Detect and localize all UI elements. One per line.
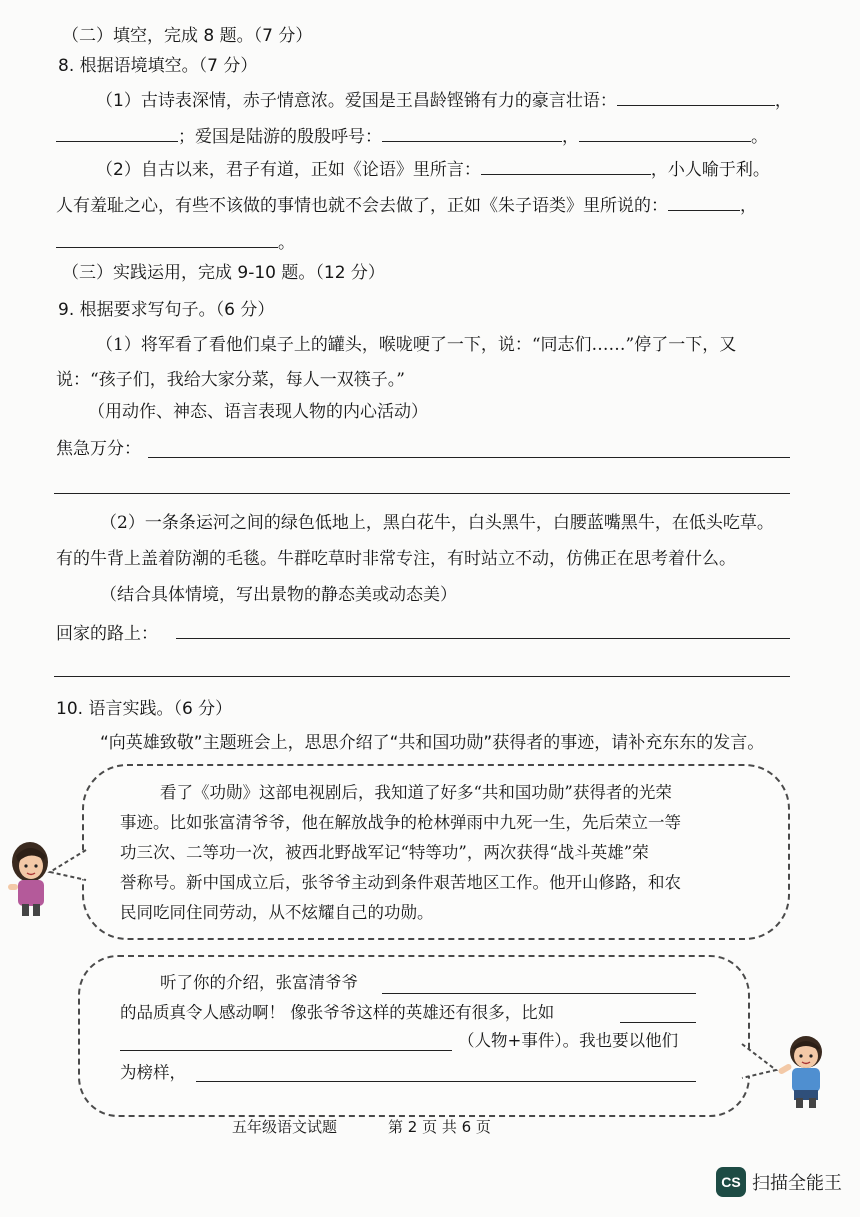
q10-intro: “向英雄致敬”主题班会上，思思介绍了“共和国功勋”获得者的事迹，请补充东东的发言。 [100, 733, 765, 753]
bubble1-line: 民同吃同住同劳动，从不炫耀自己的功勋。 [120, 903, 434, 922]
q9-1-text-a: （1）将军看了看他们桌子上的罐头，喉咙哽了一下，说：“同志们……”停了一下，又 [96, 335, 737, 355]
bubble2-text: 为榜样， [120, 1063, 186, 1082]
bubble1-line: 功三次、二等功一次，被西北野战军记“特等功”，两次获得“战斗英雄”荣 [120, 843, 649, 862]
q9-2-requirement: （结合具体情境，写出景物的静态美或动态美） [100, 585, 457, 605]
speech-bubble-tail [738, 1040, 780, 1084]
answer-line[interactable] [176, 638, 790, 639]
scanner-app-name: 扫描全能王 [752, 1173, 842, 1194]
bubble2-line1 [160, 968, 358, 998]
answer-blank[interactable] [617, 88, 775, 106]
footer-page-number: 第 2 页 共 6 页 [388, 1118, 491, 1136]
bubble2-text: （人物+事件）。我也要以他们 [458, 1031, 679, 1050]
bubble1-line: 看了《功勋》这部电视剧后，我知道了好多“共和国功勋”获得者的光荣 [160, 783, 672, 802]
question-8-title: 8. 根据语境填空。（7 分） [58, 56, 258, 76]
q8-2-text-b: ，小人喻于利。 [650, 160, 770, 180]
q8-2-line-b [56, 193, 757, 218]
boy-illustration [776, 1030, 836, 1110]
q8-2-text-c: 人有羞耻之心，有些不该做的事情也就不会去做了，正如《朱子语类》里所说的： [56, 196, 668, 216]
comma: ， [562, 127, 579, 147]
bubble2-text: 听了你的介绍，张富清爷爷 [160, 973, 358, 992]
q9-1-prompt: 焦急万分： [56, 439, 141, 459]
period: 。 [751, 127, 768, 147]
scanner-watermark [716, 1167, 842, 1197]
footer-subject: 五年级语文试题 [232, 1118, 338, 1136]
bubble1-line: 事迹。比如张富清爷爷，他在解放战争的枪林弹雨中九死一生，先后荣立一等 [120, 813, 681, 832]
comma: ， [774, 91, 792, 111]
q9-2-text-b: 有的牛背上盖着防潮的毛毯。牛群吃草时非常专注，有时站立不动，仿佛正在思考着什么。 [56, 549, 736, 569]
answer-blank[interactable] [382, 124, 562, 142]
answer-line[interactable] [54, 493, 790, 494]
answer-line[interactable] [54, 676, 790, 677]
answer-blank[interactable] [579, 124, 751, 142]
answer-line[interactable] [120, 1050, 452, 1051]
answer-line[interactable] [196, 1081, 696, 1082]
answer-line[interactable] [148, 457, 790, 458]
q8-1-text-a: （1）古诗表深情，赤子情意浓。爱国是王昌龄铿锵有力的豪言壮语： [96, 91, 617, 111]
section-2-heading: （二）填空，完成 8 题。（7 分） [62, 26, 313, 46]
answer-line[interactable] [382, 993, 696, 994]
q8-1-line-a [96, 88, 792, 113]
answer-blank[interactable] [56, 124, 178, 142]
girl-illustration [4, 838, 58, 918]
bubble2-text: 的品质真令人感动啊！ 像张爷爷这样的英雄还有很多，比如 [120, 1003, 555, 1022]
bubble1-line: 誉称号。新中国成立后，张爷爷主动到条件艰苦地区工作。他开山修路，和农 [120, 873, 681, 892]
question-9-title: 9. 根据要求写句子。（6 分） [58, 300, 275, 320]
q8-2-text-a: （2）自古以来，君子有道，正如《论语》里所言： [96, 160, 481, 180]
q9-1-requirement: （用动作、神态、语言表现人物的内心活动） [88, 402, 428, 422]
answer-blank[interactable] [56, 230, 278, 248]
bubble2-line2 [120, 998, 554, 1028]
answer-blank[interactable] [668, 193, 740, 211]
q9-1-text-b: 说：“孩子们，我给大家分菜，每人一双筷子。” [56, 370, 405, 390]
answer-line[interactable] [620, 1022, 696, 1023]
answer-blank[interactable] [481, 157, 651, 175]
q8-2-line-c [56, 230, 295, 255]
q8-1-text-b: ；爱国是陆游的殷殷呼号： [178, 127, 382, 147]
section-3-heading: （三）实践运用，完成 9-10 题。（12 分） [62, 263, 385, 283]
period: 。 [278, 233, 295, 253]
bubble2-line4 [120, 1058, 186, 1088]
q8-2-line-a [96, 157, 770, 182]
q9-2-prompt: 回家的路上： [56, 624, 158, 644]
scanner-logo-icon: CS [716, 1167, 746, 1197]
comma: ， [740, 196, 757, 216]
bubble2-line3 [458, 1026, 678, 1056]
question-10-title: 10. 语言实践。（6 分） [56, 699, 233, 719]
q8-1-line-b [56, 124, 768, 149]
q9-2-text-a: （2）一条条运河之间的绿色低地上，黑白花牛，白头黑牛，白腰蓝嘴黑牛，在低头吃草。 [100, 513, 774, 533]
